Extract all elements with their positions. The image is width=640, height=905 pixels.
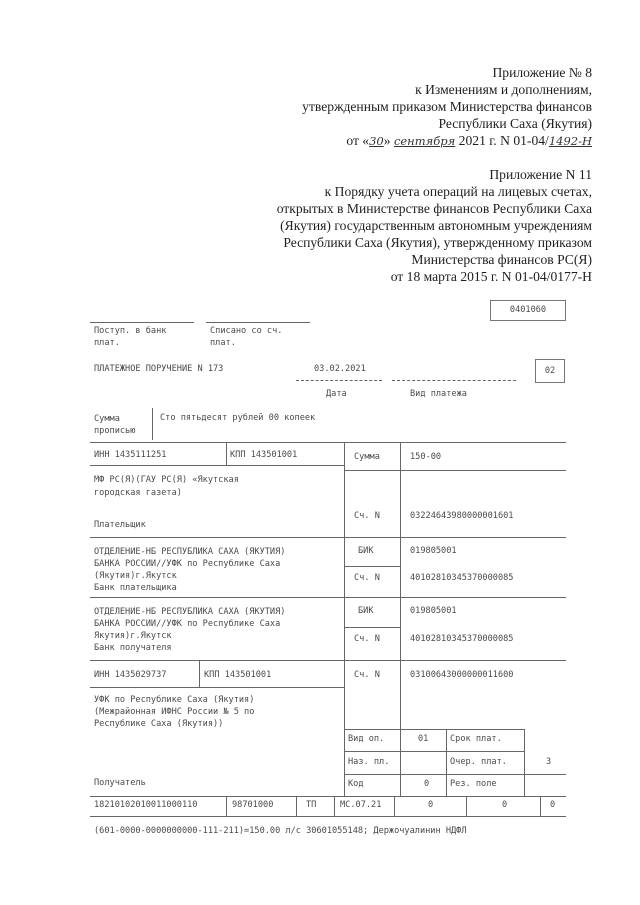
- payer-bik-label: БИК: [358, 546, 374, 556]
- grid-col-values: [400, 442, 401, 796]
- codes-col-2: [296, 796, 297, 816]
- payment-type-caption: Вид платежа: [410, 389, 467, 399]
- amount-in-words-label: Сумма прописью: [94, 414, 136, 436]
- received-line: [90, 322, 194, 323]
- debited-label: Списано со сч. плат.: [210, 326, 283, 348]
- date-year: 2021 г. N 01-04/: [455, 133, 549, 148]
- payment-basis: ТП: [306, 800, 317, 810]
- grid-line-codes-top: [90, 796, 566, 797]
- pay-term-label: Срок плат.: [450, 734, 502, 744]
- code-label: Код: [348, 779, 364, 789]
- debited-line: [206, 322, 310, 323]
- grid-col-kpp-payee: [199, 660, 200, 687]
- grid-line-payee-inn: [90, 687, 344, 688]
- grid-line-1: [90, 442, 566, 443]
- order-priority-label: Очер. плат.: [450, 757, 507, 767]
- handwritten-month: сентября: [393, 134, 456, 148]
- date-caption: Дата: [326, 389, 347, 399]
- payer-caption: Плательщик: [94, 520, 146, 530]
- appendix-8-title: Приложение № 8: [492, 65, 592, 80]
- grid-line-oper-2: [344, 751, 524, 752]
- code-value: 0: [424, 779, 430, 789]
- payment-order-date: 03.02.2021: [314, 364, 366, 374]
- appendix-11-line-2: к Порядку учета операций на лицевых счетах,: [324, 184, 592, 199]
- reserved-field-label: Рез. поле: [450, 779, 497, 789]
- form-code-box: [490, 300, 566, 321]
- appendix-8-line-3: утвержденным приказом Министерства финансов: [302, 99, 592, 114]
- payee-corr-account: 40102810345370000085: [410, 634, 514, 644]
- payer-status: 02: [544, 366, 556, 376]
- payee-bik-label: БИК: [358, 606, 374, 616]
- payer-name: МФ РС(Я)(ГАУ РС(Я) «Якутская городская газета): [94, 475, 239, 498]
- appendix-11-title: Приложение N 11: [489, 167, 592, 182]
- op-type-value: 01: [418, 734, 429, 744]
- payee-caption: Получатель: [94, 778, 146, 788]
- appendix-11-line-3: открытых в Министерстве финансов Республики Саха: [276, 201, 592, 216]
- tax-period: МС.07.21: [340, 800, 382, 810]
- grid-line-oper-3: [344, 774, 566, 775]
- handwritten-day: 30: [369, 134, 384, 148]
- kbk-code: 18210102010011000110: [94, 800, 198, 810]
- codes-col-4: [394, 796, 395, 816]
- payee-corr-label: Сч. N: [354, 634, 380, 644]
- grid-line-codes-bottom: [90, 816, 566, 817]
- date-mid: »: [383, 133, 394, 148]
- codes-col-5: [466, 796, 467, 816]
- appendix-11-line-5: Республики Саха (Якутия), утвержденному приказом: [283, 235, 592, 250]
- payee-account: 03100643000000011600: [410, 670, 514, 680]
- payer-inn: ИНН 1435111251: [94, 450, 167, 460]
- op-type-label: Вид оп.: [348, 734, 385, 744]
- codes-col-1: [226, 796, 227, 816]
- payee-inn: ИНН 1435029737: [94, 670, 167, 680]
- payer-status-box: [535, 359, 565, 383]
- form-code: 0401060: [509, 305, 547, 315]
- grid-col-oper-mid: [446, 729, 447, 796]
- appendix-11-line-7: от 18 марта 2015 г. N 01-04/0177-Н: [390, 269, 592, 284]
- grid-col-main: [344, 442, 345, 796]
- grid-line-payer-sum: [344, 470, 566, 471]
- last-field: 0: [550, 800, 556, 810]
- date-prefix: от «: [346, 133, 370, 148]
- amount-words-divider: [152, 408, 153, 440]
- amount-in-words: Сто пятьдесят рублей 00 копеек: [160, 413, 316, 423]
- appendix-11-line-6: Министерства финансов РС(Я): [411, 252, 592, 267]
- grid-col-oper-right: [524, 729, 525, 796]
- codes-col-3: [334, 796, 335, 816]
- payer-bank: ОТДЕЛЕНИЕ-НБ РЕСПУБЛИКА САХА (ЯКУТИЯ) БАНКА РОССИИ//УФК по Республике Саха (Якутия)г.Якутск Банк плательщика: [94, 547, 286, 593]
- payer-kpp: КПП 143501001: [230, 450, 298, 460]
- oktmo-code: 98701000: [232, 800, 274, 810]
- document-date: 0: [502, 800, 508, 810]
- payment-type-underline: [392, 380, 516, 381]
- sum-label: Сумма: [354, 452, 380, 462]
- received-in-bank-label: Поступ. в банк плат.: [94, 326, 167, 348]
- codes-col-6: [540, 796, 541, 816]
- purpose-label: Наз. пл.: [348, 757, 390, 767]
- appendix-11-line-4: (Якутия) государственным автономным учреждениям: [280, 218, 592, 233]
- payee-bik: 019805001: [410, 606, 457, 616]
- date-underline: [296, 380, 382, 381]
- sum-value: 150-00: [410, 452, 442, 462]
- grid-line-payer-bottom: [90, 537, 566, 538]
- handwritten-order-number: 1492-Н: [548, 134, 592, 148]
- payer-corr-account: 40102810345370000085: [410, 573, 514, 583]
- grid-col-kpp-payer: [226, 442, 227, 465]
- grid-line-payer-bank-mid: [344, 566, 400, 567]
- grid-line-payer-inn: [90, 465, 344, 466]
- payer-account-label: Сч. N: [354, 511, 380, 521]
- grid-line-payee-bank-mid: [344, 627, 400, 628]
- payment-purpose: (601-0000-0000000000-111-211)=150.00 л/с 30601055148; Держочуалинин НДФЛ: [94, 826, 467, 836]
- payee-bank: ОТДЕЛЕНИЕ-НБ РЕСПУБЛИКА САХА (ЯКУТИЯ) БАНКА РОССИИ//УФК по Республике Саха Якутия)г.Якутск Банк получателя: [94, 607, 286, 653]
- payer-corr-label: Сч. N: [354, 573, 380, 583]
- grid-line-payer-bank-bottom: [90, 597, 566, 598]
- payee-name: УФК по Республике Саха (Якутия) (Межрайонная ИФНС России № 5 по Республике Саха (Якутия)): [94, 695, 255, 729]
- appendix-8-line-4: Республики Саха (Якутия): [438, 116, 592, 131]
- appendix-8-line-2: к Изменениям и дополнениям,: [415, 82, 592, 97]
- order-priority-value: 3: [546, 757, 552, 767]
- grid-line-payee-bank-bottom: [90, 660, 566, 661]
- payee-account-label: Сч. N: [354, 670, 380, 680]
- payer-bik: 019805001: [410, 546, 457, 556]
- grid-line-oper-1: [344, 729, 524, 730]
- payee-kpp: КПП 143501001: [204, 670, 272, 680]
- payer-account: 03224643980000001601: [410, 511, 514, 521]
- document-number: 0: [428, 800, 434, 810]
- payment-order-title: ПЛАТЕЖНОЕ ПОРУЧЕНИЕ N 173: [94, 364, 224, 374]
